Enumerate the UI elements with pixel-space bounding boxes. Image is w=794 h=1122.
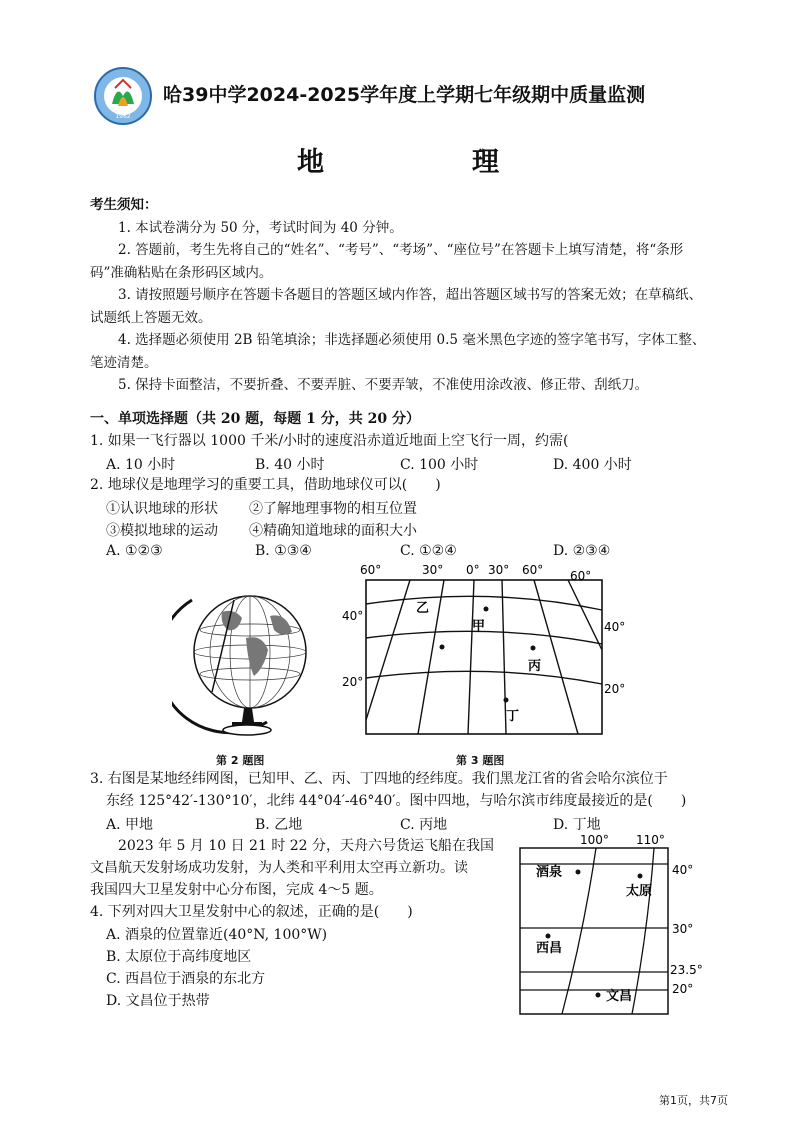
grid-top-label-2: 30° [422, 563, 444, 577]
q1-option-d[interactable]: D. 400 小时 [553, 457, 632, 473]
site-taiyuan-label: 太原 [626, 884, 653, 899]
grid-right-label-40: 40° [604, 620, 626, 634]
q1-stem: 1. 如果一飞行器以 1000 千米/小时的速度沿赤道近地面上空飞行一周，约需( [90, 433, 569, 449]
site-wenchang-label: 文昌 [606, 989, 633, 1004]
q2-stem: 2. 地球仪是地理学习的重要工具，借助地球仪可以( ) [90, 477, 441, 493]
point-bing-label: 丙 [528, 659, 542, 674]
launch-right-label-23-5: 23.5° [670, 963, 703, 977]
school-logo [93, 66, 153, 126]
site-jiuquan-label: 酒泉 [536, 865, 563, 880]
q1-option-c[interactable]: C. 100 小时 [400, 457, 479, 473]
q2-option-c[interactable]: C. ①②④ [400, 543, 457, 559]
q4-option-c[interactable]: C. 西昌位于酒泉的东北方 [106, 971, 266, 987]
q2-statement-3: ③模拟地球的运动 [106, 523, 218, 539]
q4-stem: 4. 下列对四大卫星发射中心的叙述，正确的是( ) [90, 904, 413, 920]
grid-top-label-3: 0° [466, 563, 480, 577]
launch-right-label-20: 20° [672, 982, 694, 996]
q1-option-b[interactable]: B. 40 小时 [255, 457, 325, 473]
q4-option-d[interactable]: D. 文昌位于热带 [106, 993, 210, 1009]
launch-top-label-100: 100° [580, 833, 609, 847]
q1-option-a[interactable]: A. 10 小时 [106, 457, 176, 473]
globe-figure-caption: 第 2 题图 [216, 754, 265, 767]
notice-item-3: 3. 请按照题号顺序在答题卡各题目的答题区域内作答，超出答题区域书写的答案无效；在草稿纸、试题纸上答题无效。 [90, 287, 703, 326]
notice-heading: 考生须知： [90, 197, 158, 213]
grid-top-label-5: 60° [522, 563, 544, 577]
q2-option-d[interactable]: D. ②③④ [553, 543, 611, 559]
graticule-figure [338, 560, 638, 742]
exam-title: 哈39中学2024-2025学年度上学期七年级期中质量监测 [163, 84, 646, 106]
point-jia-label: 甲 [472, 619, 486, 634]
launch-top-label-110: 110° [636, 833, 665, 847]
subject-char-2: 理 [472, 147, 501, 178]
exam-notice [90, 194, 712, 397]
grid-top-label-4: 30° [488, 563, 510, 577]
logo-year: 1962 [115, 113, 131, 120]
q3-option-a[interactable]: A. 甲地 [106, 817, 154, 833]
notice-item-2: 2. 答题前，考生先将自己的“姓名”、“考号”、“考场”、“座位号”在答题卡上填写清楚，将“条形码”准确粘贴在条形码区域内。 [90, 242, 684, 281]
q3-stem-line1: 3. 右图是某地经纬网图，已知甲、乙、丙、丁四地的经纬度。我们黑龙江省的省会哈尔滨位于 [90, 771, 668, 787]
graticule-figure-caption: 第 3 题图 [456, 754, 505, 767]
intro45-line1: 2023 年 5 月 10 日 21 时 22 分，天舟六号货运飞船在我国 [118, 838, 495, 854]
q4-option-a[interactable]: A. 酒泉的位置靠近(40°N, 100°W) [106, 927, 328, 943]
q2-option-a[interactable]: A. ①②③ [106, 543, 163, 559]
notice-item-4: 4. 选择题必须使用 2B 铅笔填涂；非选择题必须使用 0.5 毫米黑色字迹的签字笔书写，字体工整、笔迹清楚。 [90, 332, 706, 371]
site-xichang-label: 西昌 [536, 941, 563, 956]
q3-option-b[interactable]: B. 乙地 [255, 817, 303, 833]
grid-left-label-40: 40° [342, 609, 364, 623]
q3-stem-line2: 东经 125°42′-130°10′，北纬 44°04′-46°40′。图中四地，与哈尔滨市纬度最接近的是( ) [106, 793, 687, 809]
intro45-line2: 文昌航天发射场成功发射，为人类和平利用太空再立新功。读 [90, 860, 468, 876]
grid-left-label-20: 20° [342, 675, 364, 689]
q2-option-b[interactable]: B. ①③④ [255, 543, 312, 559]
q3-option-c[interactable]: C. 丙地 [400, 817, 448, 833]
q3-option-d[interactable]: D. 丁地 [553, 817, 601, 833]
notice-item-1: 1. 本试卷满分为 50 分，考试时间为 40 分钟。 [118, 219, 403, 236]
q2-statement-4: ④精确知道地球的面积大小 [249, 523, 417, 539]
q2-statement-1: ①认识地球的形状 [106, 501, 218, 517]
intro45-line3: 我国四大卫星发射中心分布图，完成 4～5 题。 [90, 882, 383, 898]
launch-sites-figure [512, 830, 722, 1020]
section-title: 一、单项选择题（共 20 题，每题 1 分，共 20 分） [90, 411, 420, 427]
grid-top-label-6: 60° [570, 569, 592, 583]
launch-right-label-40: 40° [672, 863, 694, 877]
point-ding-label: 丁 [506, 709, 520, 724]
globe-figure [172, 572, 322, 740]
page-number: 第1页，共7页 [659, 1094, 728, 1107]
grid-top-label-1: 60° [360, 563, 382, 577]
notice-item-5: 5. 保持卡面整洁，不要折叠、不要弄脏、不要弄皱，不准使用涂改液、修正带、刮纸刀。 [118, 377, 649, 393]
grid-right-label-20: 20° [604, 682, 626, 696]
point-yi-label: 乙 [416, 601, 430, 616]
q2-statement-2: ②了解地理事物的相互位置 [249, 501, 417, 517]
q4-option-b[interactable]: B. 太原位于高纬度地区 [106, 949, 252, 965]
subject-char-1: 地 [297, 147, 326, 178]
launch-right-label-30: 30° [672, 922, 694, 936]
